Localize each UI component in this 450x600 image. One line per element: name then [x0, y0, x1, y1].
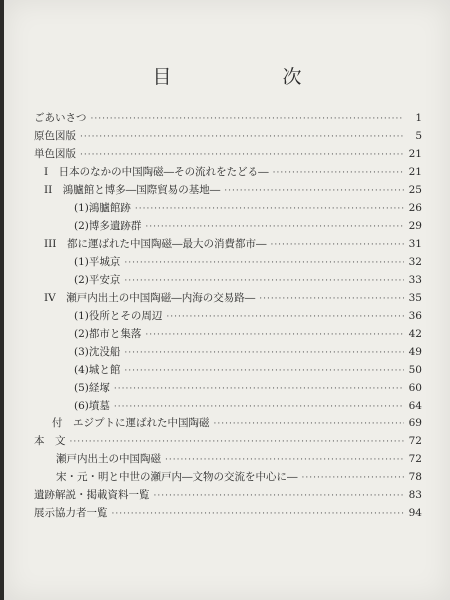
dot-leader [302, 471, 405, 485]
toc-entry-label: 展示協力者一覧 [34, 507, 108, 519]
toc-entry [44, 165, 422, 180]
toc-entry-page: 42 [408, 328, 422, 340]
toc-entry [74, 219, 422, 234]
dot-leader [114, 400, 404, 414]
toc-entry-label: (3)沈没船 [74, 346, 121, 358]
toc-entry [74, 255, 422, 270]
dot-leader [91, 112, 405, 126]
toc-entry-page: 72 [408, 453, 422, 465]
toc-entry [74, 381, 422, 396]
toc-entry-page: 29 [408, 220, 422, 232]
dot-leader [273, 166, 404, 180]
toc-entry [34, 488, 422, 503]
toc-entry-label: ごあいさつ [34, 112, 87, 124]
toc-entry-label: 単色図版 [34, 148, 76, 160]
toc-entry-label: (2)博多遺跡群 [74, 220, 142, 232]
dot-leader [124, 274, 404, 288]
toc-entry-label: (5)経塚 [74, 382, 110, 394]
toc-entry [74, 327, 422, 342]
toc-entry-label: (1)平城京 [74, 256, 121, 268]
toc-entry [74, 201, 422, 216]
toc-entry-page: 94 [408, 507, 422, 519]
toc-entry-page: 1 [415, 112, 422, 124]
dot-leader [135, 202, 404, 216]
toc-entry-label: 瀬戸内出土の中国陶磁 [56, 453, 161, 465]
toc-entry-page: 50 [408, 364, 422, 376]
toc-entry [44, 291, 422, 306]
toc-entry [34, 434, 422, 449]
dot-leader [80, 148, 404, 162]
toc-entry-page: 35 [408, 292, 422, 304]
toc-entry-label: (2)平安京 [74, 274, 121, 286]
toc-entry-page: 5 [415, 130, 422, 142]
toc-entry-page: 21 [408, 166, 422, 178]
dot-leader [165, 453, 404, 467]
toc-entry [74, 273, 422, 288]
page-title: 目 次 [152, 66, 348, 88]
book-page [4, 0, 450, 600]
toc-entry-page: 69 [408, 417, 422, 429]
toc-entry [34, 129, 422, 144]
toc-entry-label: II 鴻臚館と博多―国際貿易の基地― [44, 184, 221, 196]
toc-entry-label: (2)都市と集落 [74, 328, 142, 340]
dot-leader [214, 417, 405, 431]
toc-entry-page: 26 [408, 202, 422, 214]
toc-entry-page: 72 [408, 435, 422, 447]
dot-leader [124, 364, 404, 378]
toc-entry [52, 416, 422, 431]
toc-entry-page: 64 [408, 400, 422, 412]
toc-entry-page: 36 [408, 310, 422, 322]
toc-entry-page: 32 [408, 256, 422, 268]
toc-entry-label: (1)役所とその周辺 [74, 310, 163, 322]
toc-entry-label: (6)墳墓 [74, 400, 110, 412]
toc-entry-label: IV 瀬戸内出土の中国陶磁―内海の交易路― [44, 292, 256, 304]
toc-entry-label: 原色図版 [34, 130, 76, 142]
toc-entry-page: 49 [408, 346, 422, 358]
dot-leader [224, 184, 404, 198]
toc-entry [34, 506, 422, 521]
toc-entry-page: 25 [408, 184, 422, 196]
toc-entry-page: 60 [408, 382, 422, 394]
toc-entry [34, 111, 422, 126]
toc-entry-label: 本 文 [34, 435, 66, 447]
toc-entry-label: 遺跡解説・掲載資料一覧 [34, 489, 150, 501]
toc-entry [74, 309, 422, 324]
toc-entry [56, 452, 422, 467]
toc-entry-label: III 都に運ばれた中国陶磁―最大の消費都市― [44, 238, 267, 250]
dot-leader [166, 310, 404, 324]
toc-entry-label: 宋・元・明と中世の瀬戸内―文物の交流を中心に― [56, 471, 298, 483]
toc-entry [44, 237, 422, 252]
toc-entry [34, 147, 422, 162]
toc-entry-page: 83 [408, 489, 422, 501]
toc-entry-label: (4)城と館 [74, 364, 121, 376]
dot-leader [259, 292, 404, 306]
toc-entry [74, 363, 422, 378]
toc-entry-label: I 日本のなかの中国陶磁―その流れをたどる― [44, 166, 269, 178]
dot-leader [114, 382, 404, 396]
toc-entry-page: 33 [408, 274, 422, 286]
dot-leader [124, 256, 404, 270]
toc-entry [56, 470, 422, 485]
table-of-contents [4, 0, 450, 600]
toc-entry [74, 399, 422, 414]
dot-leader [145, 220, 404, 234]
toc-entry [44, 183, 422, 198]
toc-entry-page: 21 [408, 148, 422, 160]
toc-entry-page: 31 [408, 238, 422, 250]
dot-leader [70, 435, 405, 449]
dot-leader [124, 346, 404, 360]
toc-entry [74, 345, 422, 360]
dot-leader [145, 328, 404, 342]
dot-leader [80, 130, 404, 144]
toc-entry-page: 78 [408, 471, 422, 483]
dot-leader [270, 238, 404, 252]
dot-leader [154, 489, 405, 503]
toc-entry-label: 付 エジプトに運ばれた中国陶磁 [52, 417, 210, 429]
toc-entry-label: (1)鴻臚館跡 [74, 202, 131, 214]
dot-leader [112, 507, 405, 521]
